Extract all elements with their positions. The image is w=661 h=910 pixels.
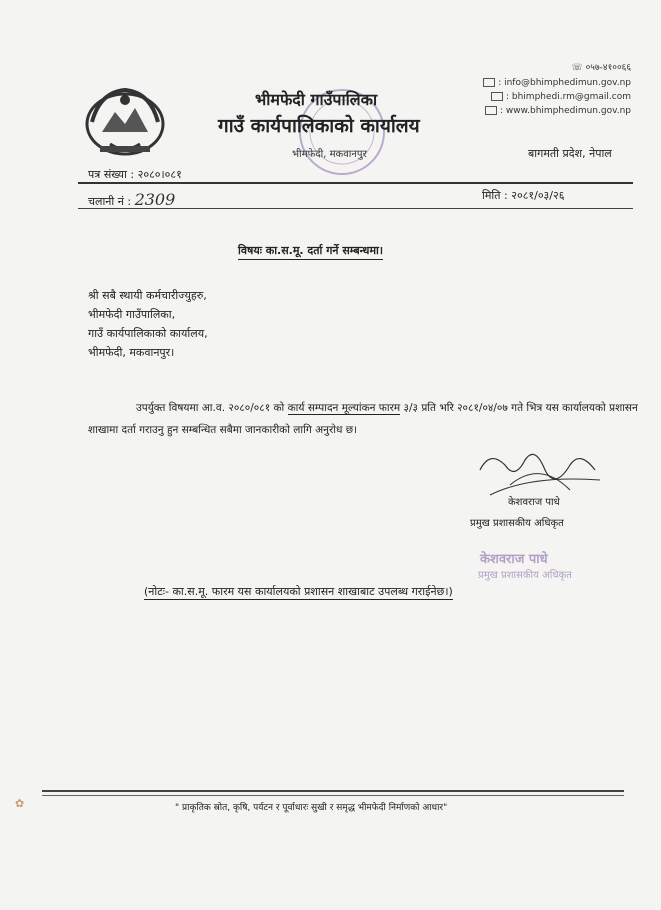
contact-email-1[interactable]: : info@bhimphedimun.gov.np xyxy=(483,78,631,88)
contact-website[interactable]: : www.bhimphedimun.gov.np xyxy=(485,106,631,116)
email-icon xyxy=(491,92,503,101)
form-name-underlined: कार्य सम्पादन मूल्यांकन फारम xyxy=(287,402,401,414)
globe-icon xyxy=(485,106,497,115)
footer-divider xyxy=(42,790,624,792)
letter-date: मिति : २०८१/०३/२६ xyxy=(482,189,565,202)
footer-divider-thin xyxy=(42,795,624,796)
signatory-name: केशवराज पाधे xyxy=(508,497,560,508)
contact-email-2[interactable]: : bhimphedi.rm@gmail.com xyxy=(491,92,631,102)
signatory-title: प्रमुख प्रशासकीय अधिकृत xyxy=(470,518,564,529)
ref-divider xyxy=(78,208,633,209)
note-line: (नोटः- का.स.मू. फारम यस कार्यालयको प्रशासन शाखाबाट उपलब्ध गराईनेछ।) xyxy=(144,585,453,598)
dispatch-number: चलानी नं : 2309 xyxy=(88,190,176,209)
header-divider xyxy=(78,182,633,184)
recipient-line-4: भीमफेदी, मकवानपुर। xyxy=(88,346,175,359)
footer-slogan: " प्राकृतिक स्रोत, कृषि, पर्यटन र पूर्वाधारः सुखी र समृद्ध भीमफेदी निर्माणको आधार" xyxy=(175,803,448,813)
org-name: भीमफेदी गाउँपालिका xyxy=(255,90,378,109)
flower-icon: ✿ xyxy=(15,797,25,810)
email-icon xyxy=(483,78,495,87)
dispatch-number-handwritten: 2309 xyxy=(134,190,176,209)
nepal-emblem-icon xyxy=(80,82,170,162)
province-label: बागमती प्रदेश, नेपाल xyxy=(528,147,612,160)
office-name: गाउँ कार्यपालिकाको कार्यालय xyxy=(218,115,420,137)
contact-phone: ☏ ०५७-४१००६६ xyxy=(571,63,631,73)
subject-line: विषयः का.स.मू. दर्ता गर्ने सम्बन्धमा। xyxy=(238,243,383,260)
phone-icon: ☏ xyxy=(571,63,583,73)
letter-number: पत्र संख्या : २०८०।०८१ xyxy=(88,168,182,181)
recipient-line-3: गाउँ कार्यपालिकाको कार्यालय, xyxy=(88,327,208,340)
body-paragraph: उपर्युक्त विषयमा आ.व. २०८०/०८१ को कार्य सम्पादन मूल्यांकन फारम ३/३ प्रति भरि २०८१/०४/०७ गते भित्र यस कार्यालयको प्रशासन शाखामा दर्ता गराउनु हुन सम्बन्धित सबैमा जानकारीको लागि अनुरोध छ। xyxy=(88,402,638,436)
recipient-line-1: श्री सबै स्थायी कर्मचारीज्युहरु, xyxy=(88,289,207,302)
recipient-line-2: भीमफेदी गाउँपालिका, xyxy=(88,308,176,321)
title-stamp: प्रमुख प्रशासकीय अधिकृत xyxy=(478,570,572,581)
name-stamp: केशवराज पाधे xyxy=(480,552,548,567)
office-address: भीमफेदी, मकवानपुर xyxy=(292,149,367,160)
